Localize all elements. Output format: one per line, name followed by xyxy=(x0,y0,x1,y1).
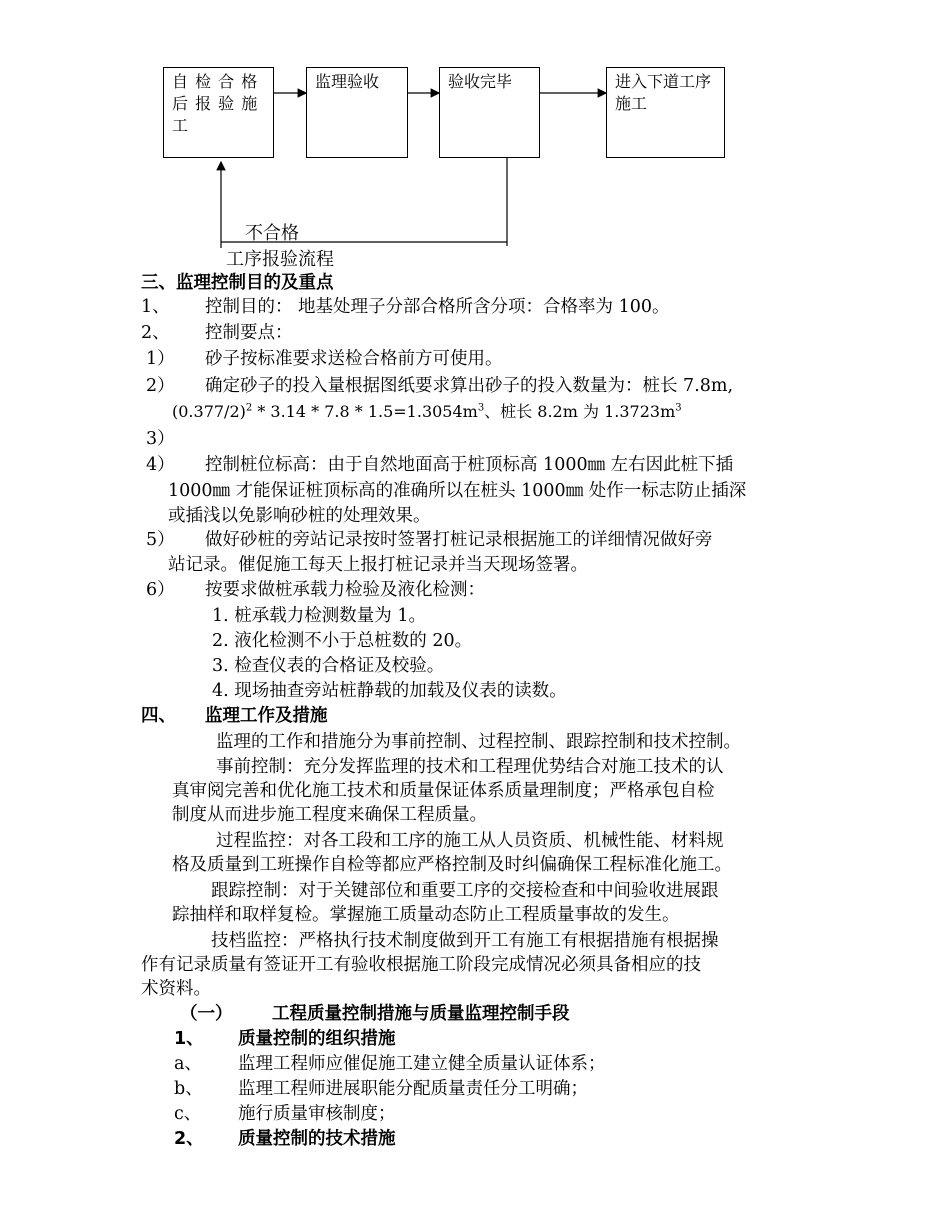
subitem-3: 3. 检查仪表的合格证及校验。 xyxy=(212,656,445,676)
point5-line1: 做好砂桩的旁站记录按时签署打桩记录根据施工的详细情况做好旁 xyxy=(205,530,713,550)
point4-line3: 或插浅以免影响砂桩的处理效果。 xyxy=(168,506,431,526)
tracking-control-line1: 跟踪控制：对于关键部位和重要工序的交接检查和中间验收进展跟 xyxy=(211,881,719,901)
flowchart-caption: 工序报验流程 xyxy=(226,249,334,270)
item1-text: 控制目的： 地基处理子分部合格所含分项：合格率为 100。 xyxy=(205,297,670,317)
tech-control-line2: 作有记录质量有签证开工有验收根据施工阶段完成情况必须具备相应的技 xyxy=(141,955,701,975)
item1-number: 1、 xyxy=(141,297,170,317)
flow-box-self-check: 自 检 合 格 后 报 验 施 工 xyxy=(163,67,274,158)
process-control-line1: 过程监控：对各工段和工序的施工从人员资质、机械性能、材料规 xyxy=(216,831,724,851)
point5-number: 5） xyxy=(146,530,175,550)
measure-b-label: b、 xyxy=(174,1079,203,1099)
tracking-control-line2: 踪抽样和取样复检。掌握施工质量动态防止工程质量事故的发生。 xyxy=(172,905,680,925)
point1-text: 砂子按标准要求送检合格前方可使用。 xyxy=(205,349,503,369)
pre-control-line1: 事前控制：充分发挥监理的技术和工程理优势结合对施工技术的认 xyxy=(216,757,724,777)
tech-measures-number: 2、 xyxy=(174,1129,204,1149)
measure-b-text: 监理工程师进展职能分配质量责任分工明确； xyxy=(238,1079,588,1099)
section4-heading: 监理工作及措施 xyxy=(205,706,328,726)
pre-control-line2: 真审阅完善和优化施工技术和质量保证体系质量理制度；严格承包自检 xyxy=(172,781,715,801)
section4-heading-number: 四、 xyxy=(141,706,176,726)
point2-formula: $(0.377/2)^2 * 3.14 * 7.8 * 1.5=1.3054m^3$、桩长 8.2m 为 $1.3723m^3$ xyxy=(172,402,682,421)
tech-measures-heading: 质量控制的技术措施 xyxy=(238,1129,396,1149)
subitem-1: 1. 桩承载力检测数量为 1。 xyxy=(212,606,426,626)
process-control-line2: 格及质量到工班操作自检等都应严格控制及时纠偏确保工程标准化施工。 xyxy=(172,855,732,875)
point4-line1: 控制桩位标高：由于自然地面高于桩顶标高 1000㎜ 左右因此桩下插 xyxy=(205,455,734,475)
point2-number: 2） xyxy=(146,376,175,396)
fail-label: 不合格 xyxy=(245,223,299,244)
flow-box-next-process: 进入下道工序施工 xyxy=(606,67,725,158)
measure-c-text: 施行质量审核制度； xyxy=(238,1104,396,1124)
point6-number: 6） xyxy=(146,580,175,600)
measure-a-text: 监理工程师应催促施工建立健全质量认证体系； xyxy=(238,1054,606,1074)
subsection-number: （一） xyxy=(180,1004,233,1024)
measure-c-label: c、 xyxy=(174,1104,202,1124)
point1-number: 1） xyxy=(146,349,175,369)
flow-box-supervision: 监理验收 xyxy=(306,67,408,158)
point2-text: 确定砂子的投入量根据图纸要求算出砂子的投入数量为：桩长 7.8m, xyxy=(205,376,734,396)
pre-control-line3: 制度从而进步施工程度来确保工程质量。 xyxy=(172,805,487,825)
point3-number: 3） xyxy=(146,429,175,449)
point5-line2: 站记录。催促施工每天上报打桩记录并当天现场签署。 xyxy=(168,555,588,575)
subsection-heading: 工程质量控制措施与质量监理控制手段 xyxy=(272,1004,570,1024)
item2-number: 2、 xyxy=(141,323,170,343)
org-measures-heading: 质量控制的组织措施 xyxy=(238,1029,396,1049)
point4-number: 4） xyxy=(146,455,175,475)
tech-control-line3: 术资料。 xyxy=(141,979,211,999)
tech-control-line1: 技档监控：严格执行技术制度做到开工有施工有根据措施有根据操 xyxy=(211,931,719,951)
point6-text: 按要求做桩承载力检验及液化检测： xyxy=(205,580,485,600)
flow-box-accepted: 验收完毕 xyxy=(439,67,540,158)
measure-a-label: a、 xyxy=(174,1054,202,1074)
subitem-4: 4. 现场抽查旁站桩静载的加载及仪表的读数。 xyxy=(212,681,567,701)
section4-intro: 监理的工作和措施分为事前控制、过程控制、跟踪控制和技术控制。 xyxy=(216,732,741,752)
subitem-2: 2. 液化检测不小于总桩数的 20。 xyxy=(212,631,473,651)
item2-text: 控制要点： xyxy=(205,323,293,343)
point4-line2: 1000㎜ 才能保证桩顶标高的准确所以在桩头 1000㎜ 处作一标志防止插深 xyxy=(168,481,747,501)
org-measures-number: 1、 xyxy=(174,1029,204,1049)
section3-heading: 三、监理控制目的及重点 xyxy=(141,273,334,293)
